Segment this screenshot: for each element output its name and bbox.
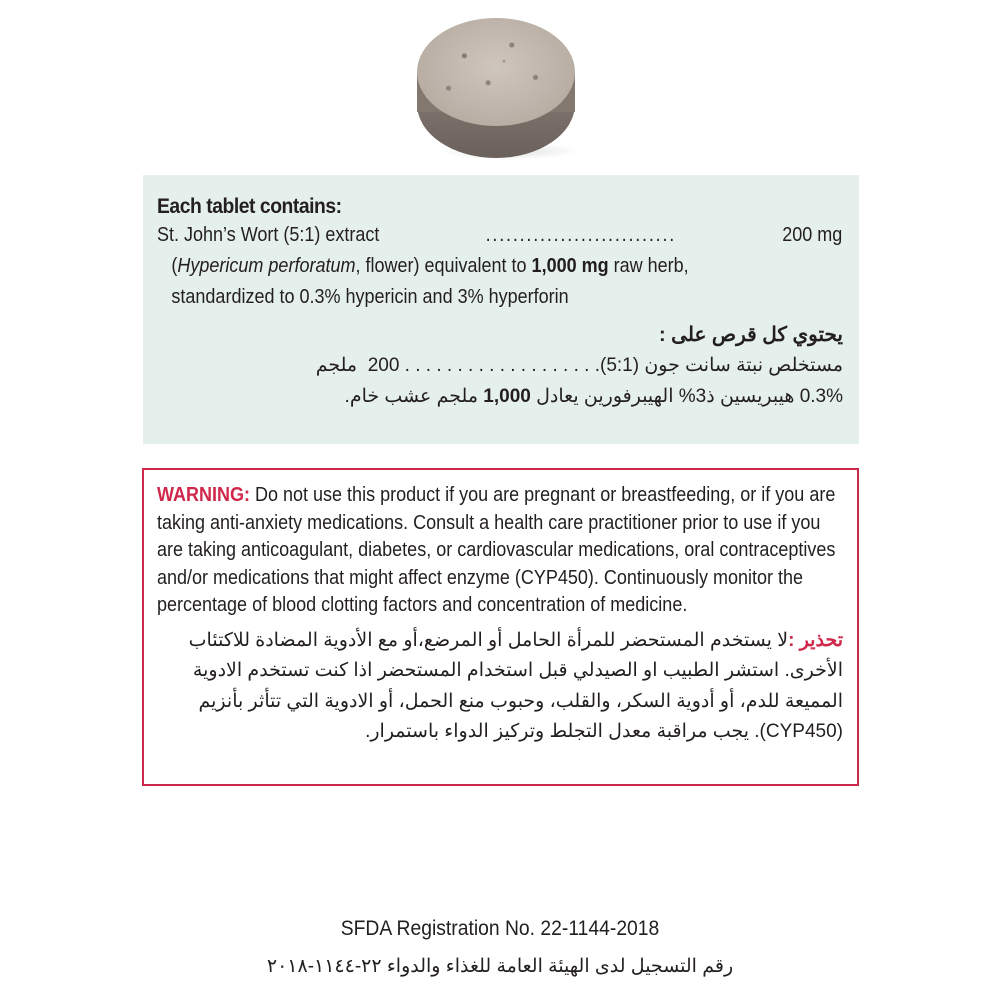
latin-name: Hypericum perforatum — [177, 255, 356, 277]
herb-equivalent-ar: 1,000 — [483, 386, 531, 407]
ingredient-amount: 200 mg — [782, 224, 843, 246]
standardization: standardized to 0.3% hypericin and 3% hyperforin — [171, 286, 569, 308]
ingredients-arabic — [157, 321, 843, 412]
ingredients-panel — [143, 175, 859, 444]
detail-start-ar: 0.3% هيبريسين ذ3% الهيبرفورين يعادل — [530, 386, 843, 407]
ingredient-name-ar: مستخلص نبتة سانت جون (5:1) — [600, 355, 843, 376]
ingredient-row-ar — [157, 350, 843, 381]
detail-open: ( — [171, 255, 178, 277]
warning-text — [157, 482, 842, 620]
ingredient-row — [157, 220, 842, 251]
leader-dots-ar: . . . . . . . . . . . . . . . . . . . — [404, 355, 600, 376]
tablet-image — [400, 10, 600, 160]
ingredient-detail — [157, 251, 774, 282]
ingredient-unit-ar: ملجم — [315, 355, 358, 376]
ingredients-title: Each tablet contains: — [157, 195, 342, 218]
warning-body: Do not use this product if you are pregnant or breastfeeding, or if you are taking anti-anxiety medications. Consult a health care practitioner prior to use if you are taking anticoagulant, diabetes, or cardiovascular medications, oral contraceptives and/or medications that might affect enzyme (CYP450). Continuously monitor the percentage of blood clotting factors and concentration of medicine. — [157, 484, 836, 616]
warning-label: WARNING: — [157, 484, 250, 506]
detail-end-ar: ملجم عشب خام. — [344, 386, 484, 407]
warning-text-ar — [157, 626, 843, 748]
ingredients-title-ar: يحتوي كل قرص على : — [658, 324, 843, 346]
detail-mid: , flower) equivalent to — [355, 255, 532, 277]
registration-number: SFDA Registration No. 22-1144-2018 — [340, 917, 660, 940]
ingredient-name: St. John’s Wort (5:1) extract — [157, 224, 380, 246]
detail-end: raw herb, — [608, 255, 689, 277]
warning-box — [142, 468, 859, 786]
herb-equivalent: 1,000 mg — [531, 255, 609, 277]
warning-label-ar: تحذير : — [788, 629, 843, 651]
tablet-top — [417, 18, 575, 126]
ingredient-detail-ar — [157, 381, 843, 412]
registration-number-ar: رقم التسجيل لدى الهيئة العامة للغذاء والدواء ٢٢-١١٤٤-٢٠١٨ — [266, 956, 734, 977]
warning-body-ar: لا يستخدم المستحضر للمرأة الحامل أو المرضع،أو مع الأدوية المضادة للاكتئاب الأخرى. استشر الطبيب او الصيدلي قبل استخدام المستحضر اذا كنت تستخدم الادوية المميعة للدم، أو أدوية السكر، والقلب، وحبوب منع الحمل، أو الادوية التي تتأثر بأنزيم (CYP450). يجب مراقبة معدل التجلط وتركيز الدواء باستمرار. — [188, 629, 843, 742]
leader-dots: ............................ — [485, 224, 677, 246]
ingredient-amount-ar: 200 — [367, 355, 400, 376]
